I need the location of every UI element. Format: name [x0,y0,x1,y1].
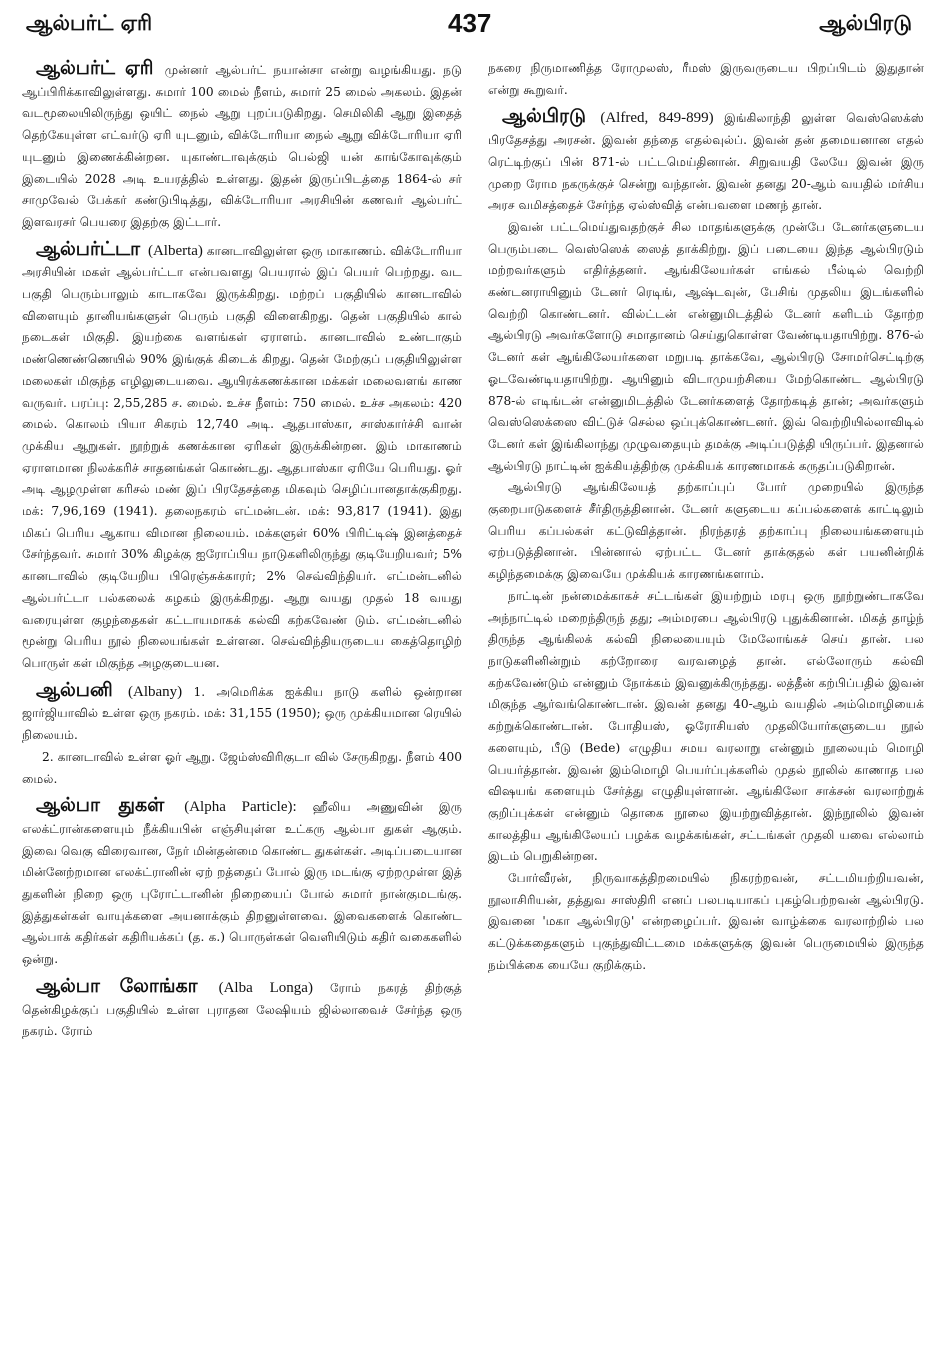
entry-paragraph: இவன் பட்டமெய்துவதற்குச் சில மாதங்களுக்கு முன்பே டேனர்களுடைய பெரும்படை வெஸ்ஸெக் ஸைத் தாக்கிற்று. இப் படையை இந்த ஆல்பிரடும் மற்றவர்களும் எதிர்த்தனர். ஆங்கிலேயர்கள் எங்கல் பீல்டில் வெற்றி கண்டனராயினும் டேனர் ரெடிங், ஆஷ்டவுன், பேசிங் முதலிய இடங்களில் வெற்றி கொண்டனர். வில்ட்டன் என்னுமிடத்தில் டேனர் களிடம் தோற்ற ஆல்பிரடு அவர்களோடு சமாதானம் செய்துகொள்ள வேண்டியதாயிற்று. 876-ல் டேனர் கள் ஆங்கிலேயர்களை மறுபடி தாக்கவே, ஆல்பிரடு சோமர்செட்டிற்கு ஓடவேண்டியதாயிற்று. ஆயினும் விடாமுயற்சியை மேற்கொண்ட ஆல்பிரடு 878-ல் எடிங்டன் என்னுமிடத்தில் டேனர்களைத் தோற்கடித் தான்; அவர்களும் வெஸ்ஸெக்ஸை விட்டுச் செல்ல ஒப்புக்கொண்டனர். இவ் வெற்றியில்லாவிடில் டேனர் கள் இங்கிலாந்து முழுவதையும் தமக்கு அடிப்படுத்தி யிருப்பர். இதனால் ஆல்பிரடு நாட்டின் ஐக்கியத்திற்கு முக்கியக் காரணமாகக் கருதப்படுகிறான். [488,219,924,473]
entry-text: இங்கிலாந்தி லுள்ள வெஸ்ஸெக்ஸ் பிரதேசத்து அரசன். இவன் தந்தை எதல்வுல்ப். இவன் தன் தமையனான எதல் ரெட்டிற்குப் பின் 871-ல் பட்டமெய்தினான். சிறுவயதி லேயே இவன் இரு முறை ரோம நகருக்குச் சென்று வந்தான். இவன் தனது 20-ஆம் வயதில் மர்சிய அரச வமிசத்தைச் சேர்ந்த ஏல்ஸ்வித் என்பவளை மணந் தான். [488,111,924,213]
entry-text: நகரை நிருமாணித்த ரோமுலஸ், ரீமஸ் இருவருடைய பிறப்பிடம் இதுதான் என்று கூறுவர். [488,61,924,97]
left-column [22,58,462,1358]
entry-alpha-particle [22,795,462,971]
entry-paragraph [22,680,462,747]
entry-paragraph [488,58,924,101]
entry-text: முன்னர் ஆல்பர்ட் நயான்சா என்று வழங்கியது. நடு ஆப்பிரிக்காவிலுள்ளது. சுமார் 100 மைல் நீளம், சுமார் 25 மைல் அகலம். இதன் வடமூலையிலிருந்து ஒயிட் நைல் ஆறு புறப்படுகிறது. செமிலிகி ஆறு இதைத் தெற்கேயுள்ள எட்வர்டு ஏரி யுடனும், விக்டோரியா நைல் ஆறு விக்டோரியா ஏரி யுடனும் இணைக்கின்றன. யுகாண்டாவுக்கும் பெல்ஜி யன் காங்கோவுக்கும் இடையில் 2028 அடி உயரத்தில் உள்ளது. இதன் இருப்பிடத்தை 1864-ல் சர் சாமுவேல் பேக்கர் கண்டுபிடித்து, விக்டோரியா அரசியின் கணவர் ஆல்பர்ட் இளவரசர் பெயரை இதற்கு இட்டார். [22,63,462,229]
entry-paragraph [22,58,462,234]
entry-albert-lake [22,58,462,234]
entry-headword: ஆல்பர்ட்டா [36,237,141,260]
entry-headword: ஆல்பிரடு [502,105,586,128]
entry-text: கானடாவிலுள்ள ஒரு மாகாணம். விக்டோரியா அரசியின் மகள் ஆல்பர்ட்டா என்பவளது பெயரால் இப் பெயர் பெற்றது. வட பகுதி பெரும்பாலும் காடாகவே இருக்கிறது. மற்றப் பகுதியில் கானடாவில் விளையும் தானியங்களுள் பெரும் பகுதி விளைகிறது. தென் பகுதியில் கால் நடைகள் மிகுதி. இயற்கை வளங்கள் ஏராளம். கானடாவில் உண்டாகும் மண்ணெண்ணெயில் 90% இங்குக் கிடைக் கிறது. தென் மேற்குப் பகுதியிலுள்ள மலைகள் மிகுந்த எழிலுடையவை. ஆயிரக்கணக்கான மக்கள் மலைவளங் காண வருவர். பரப்பு: 2,55,285 ச. மைல். உச்ச நீளம்: 750 மைல். உச்ச அகலம்: 420 மைல். கொலம் பியா சிகரம் 12,740 அடி. ஆதபாஸ்கா, சாஸ்கார்ச்சி வான் முக்கிய ஆறுகள். நூற்றுக் கணக்கான ஏரிகள் இருக்கின்றன. இம் மாகாணம் ஏராளமான நிலக்கரிச் சாதனங்கள் கொண்டது. ஆதபாஸ்கா ஏரியே பெரியது. ஓர் அடி ஆழமுள்ள கரிசல் மண் இப் பிரதேசத்தை மிகவும் செழிப்பானதாக்குகிறது. மக்: 7,96,169 (1941). தலைநகரம் எட்மன்டன். மக்: 93,817 (1941). இது மிகப் பெரிய ஆகாய விமான நிலையம். மக்களுள் 60% பிரிட்டிஷ் இனத்தைச் சேர்ந்தவர். சுமார் 30% கிழக்கு ஐரோப்பிய நாடுகளிலிருந்து குடியேறியவர்; 5% கானடாவில் குடியேறிய பிரெஞ்சுக்காரர்; 2% செவ்விந்தியர். எட்மன்டனில் ஆல்பர்ட்டா பல்கலைக் கழகம் இருக்கிறது. ஆறு வயது முதல் 18 வயது வரையுள்ள குழந்தைகள் கட்டாயமாகக் கல்வி கற்கவேண் டும். எட்மன்டனில் மூன்று பெரிய நூல் நிலையங்கள் உள்ளன. செவ்விந்தியருடைய கைத்தொழிற் பொருள் கள் மிகுந்த அழகுடையன. [22,243,462,670]
entry-english-term: (Alba Longa) [218,979,313,996]
entry-paragraph [488,106,924,217]
entry-text: ரோம் நகரத் திற்குத் தென்கிழக்குப் பகுதியில் உள்ள புராதன லேஷியம் ஜில்லாவைச் சேர்ந்த ஒரு நகரம். ரோம் [22,980,462,1039]
entry-paragraph [22,795,462,971]
running-head-right: ஆல்பிரடு [819,10,912,35]
entry-english-term: (Albany) [128,683,183,700]
entry-headword: ஆல்பனி [36,678,113,701]
entry-albany [22,680,462,791]
entry-paragraph [22,747,462,790]
entry-paragraph: ஆல்பிரடு ஆங்கிலேயத் தற்காப்புப் போர் முறையில் இருந்த குறைபாடுகளைச் சீர்திருத்தினான். டேனர் களுடைய கப்பல்களைக் காட்டிலும் பெரிய கப்பல்கள் கட்டுவித்தான். நிரந்தரத் தற்காப்பு நிலையங்களையும் ஏற்படுத்தினான். பின்னால் ஏற்பட்ட டேனர் தாக்குதல் கள் பயனின்றிக் கழிந்தமைக்கு இவையே முக்கியக் காரணங்களாம். [488,480,924,582]
entry-english-term: (Alberta) [147,242,203,259]
entry-paragraph: போர்வீரன், நிருவாகத்திறமையில் நிகரற்றவன், சட்டமியற்றியவன், நூலாசிரியன், தத்துவ சாஸ்திரி எனப் பலபடியாகப் புகழ்பெற்றவன் ஆல்பிரடு. இவனை 'மகா ஆல்பிரடு' என்றழைப்பர். இவன் வாழ்க்கை வரலாற்றில் பல கட்டுக்கதைகளும் புகுந்துவிட்டமை மக்களுக்கு இவன் பெருமையில் இருந்த நம்பிக்கை யையே குறிக்கும். [488,871,924,972]
page-header [0,0,942,52]
entry-paragraph [22,976,462,1043]
entry-english-term: (Alpha Particle): [184,799,297,816]
entry-alba-longa [22,976,462,1043]
entry-text: 2. கானடாவில் உள்ள ஓர் ஆறு. ஜேம்ஸ்விரிகுடா வில் சேருகிறது. நீளம் 400 மைல். [22,749,462,786]
entry-alberta [22,239,462,675]
entry-alba-longa-continued [488,58,924,101]
page-number: 437 [448,8,492,38]
entry-headword: ஆல்பா துகள் [36,794,165,817]
right-column [488,58,924,1358]
entry-text: 1. அமெரிக்க ஐக்கிய நாடு களில் ஒன்றான ஜார்ஜியாவில் உள்ள ஒரு நகரம். மக்: 31,155 (1950); ஒரு முக்கியமான ரெயில் நிலையம். [22,684,462,743]
entry-text: ஹீலிய அணுவின் இரு எலக்ட்ரான்களையும் நீக்கியபின் எஞ்சியுள்ள உட்கரு ஆல்பா துகள் ஆகும். இவை வெகு விரைவான, நேர் மின்தன்மை கொண்ட துகள்கள். அடிப்படையான மின்னேற்றமான எலக்ட்ரானின் ஏற் றத்தைப் போல் இரு மடங்கு ஏற்றமுள்ள இத் துகளின் நிறை ஒரு புரோட்டானின் நிறையைப் போல் சுமார் நான்குமடங்கு. இத்துகள்கள் வாயுக்களை அயனாக்கும் திறனுள்ளவை. இவைகளைக் கொண்ட ஆல்பாக் கதிர்கள் கதிரியக்கப் (த. க.) பொருள்கள் வெளியிடும் கதிர் வகைகளில் ஒன்று. [22,800,462,967]
entry-alfred [488,106,924,976]
entry-headword: ஆல்பர்ட் ஏரி [36,58,154,79]
entry-paragraph [22,239,462,675]
entry-headword: ஆல்பா லோங்கா [36,974,198,997]
entry-paragraph: நாட்டின் நன்மைக்காகச் சட்டங்கள் இயற்றும் மரபு ஒரு நூற்றுண்டாகவே அந்நாட்டில் மறைந்திருந் தது; அம்மரபை ஆல்பிரடு புதுக்கினான். மிகத் தாழ்ந் திருந்த ஆங்கிலக் கல்வி நிலையையும் மேலோங்கச் செய் தான். பல நாடுகளினின்றும் கற்றோரை வரவழைத் தான். எல்லோரும் கல்வி கற்கவேண்டும் என்னும் நோக்கம் இவனுக்கிருந்தது. லத்தீன் கற்பிப்பதில் இவன் மிகுந்த ஆர்வங்கொண்டான். இவன் தனது 40-ஆம் வயதில் அம்மொழியைக் கற்றுக்கொண்டான். போதியஸ், ஓரோசியஸ் முதலியோர்களுடைய நூல் களையும், பீடு (Bede) எழுதிய சமய வரலாறு என்னும் நூலையும் மொழி பெயர்த்தான். இவன் இம்மொழி பெயர்ப்புக்களில் முதல் நூலில் காணாத பல விஷயங் களையும் சேர்த்து எழுதியுள்ளான். ஆங்கிலோ சாக்சன் வரலாற்றுக் குறிப்புக்கள் என்னும் தொகை நூலை இயற்றுவித்தான். இந்நூலில் இவன் காலத்திய ஆங்கிலேயப் பழக்க வழக்கங்கள், சட்டங்கள் முதலி யவை எல்லாம் இடம் பெறுகின்றன. [488,588,924,864]
entry-english-term: (Alfred, 849-899) [600,110,714,127]
running-head-left: ஆல்பர்ட் ஏரி [26,10,153,35]
